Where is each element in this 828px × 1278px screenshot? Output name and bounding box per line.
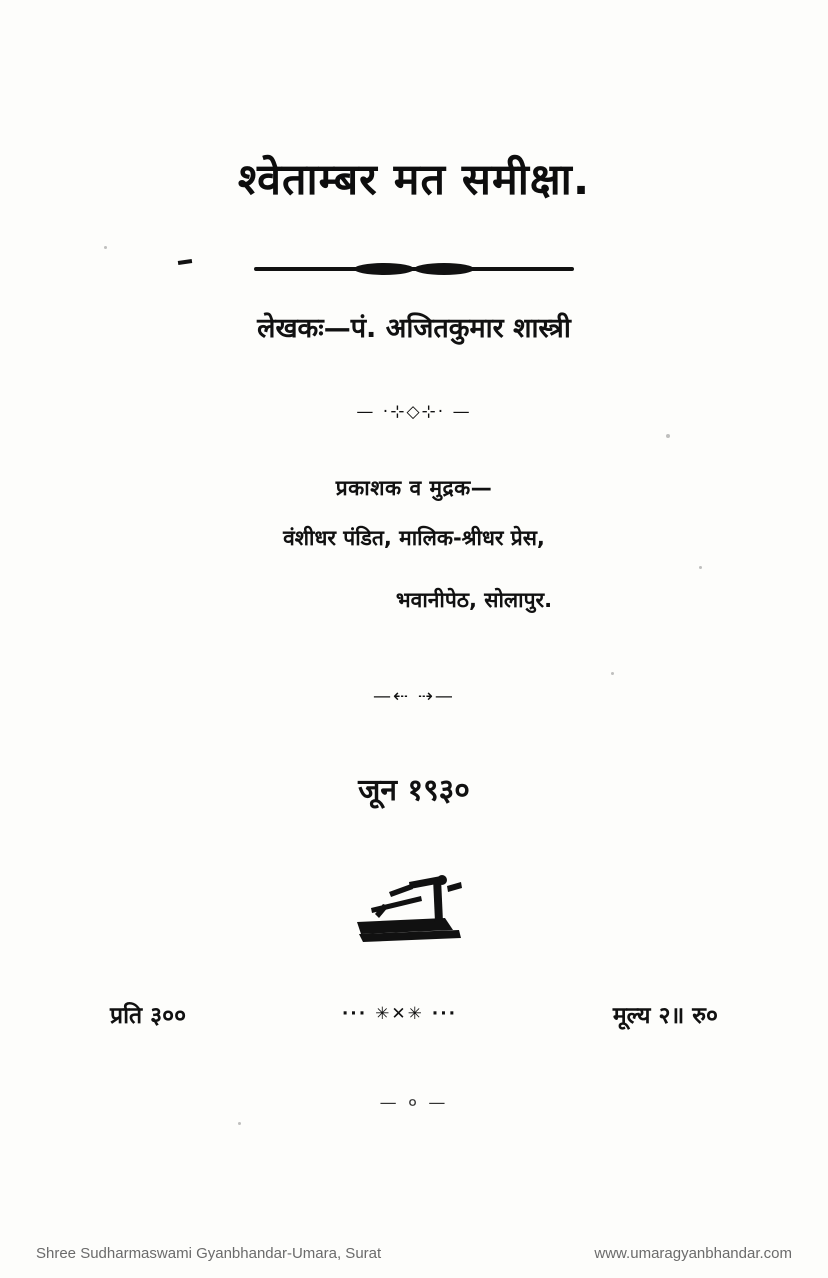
scan-speck xyxy=(666,434,670,438)
ornament-bottom-center: ··· ✳✕✳ ··· xyxy=(341,1004,458,1024)
page-footer xyxy=(0,1228,828,1278)
scan-speck xyxy=(238,1122,241,1125)
ornamental-rule-final: — ० — xyxy=(379,1093,449,1113)
footer-right-url[interactable]: www.umaragyanbhandar.com xyxy=(594,1244,792,1262)
ornamental-rule-author: — ·⊹◇⊹· — xyxy=(356,402,472,422)
ornamental-rule-top xyxy=(0,258,828,280)
rule-bar xyxy=(254,267,574,271)
footer-left-text: Shree Sudharmaswami Gyanbhandar-Umara, Surat xyxy=(36,1244,382,1262)
author-line: लेखकः—पं. अजितकुमार शास्त्री xyxy=(257,313,571,344)
publisher-block xyxy=(0,474,828,614)
publication-date: जून १९३० xyxy=(358,773,470,808)
publisher-heading: प्रकाशक व मुद्रक— xyxy=(335,476,493,500)
publisher-name: वंशीधर पंडित, मालिक-श्रीधर प्रेस, xyxy=(283,526,545,550)
bottom-info-row xyxy=(0,998,828,1030)
scan-speck xyxy=(104,246,107,249)
publisher-address: भवानीपेठ, सोलापुर. xyxy=(395,588,553,612)
page-title: श्वेताम्बर मत समीक्षा. xyxy=(237,155,591,205)
scan-speck xyxy=(611,672,614,675)
copies-count: प्रति ३०० xyxy=(110,1003,187,1029)
press-emblem-icon xyxy=(0,868,828,953)
rule-tick xyxy=(178,259,192,265)
price-label: मूल्य २॥ रु० xyxy=(612,1003,718,1029)
ornamental-rule-publisher: —⇠ ⇢— xyxy=(373,686,455,707)
